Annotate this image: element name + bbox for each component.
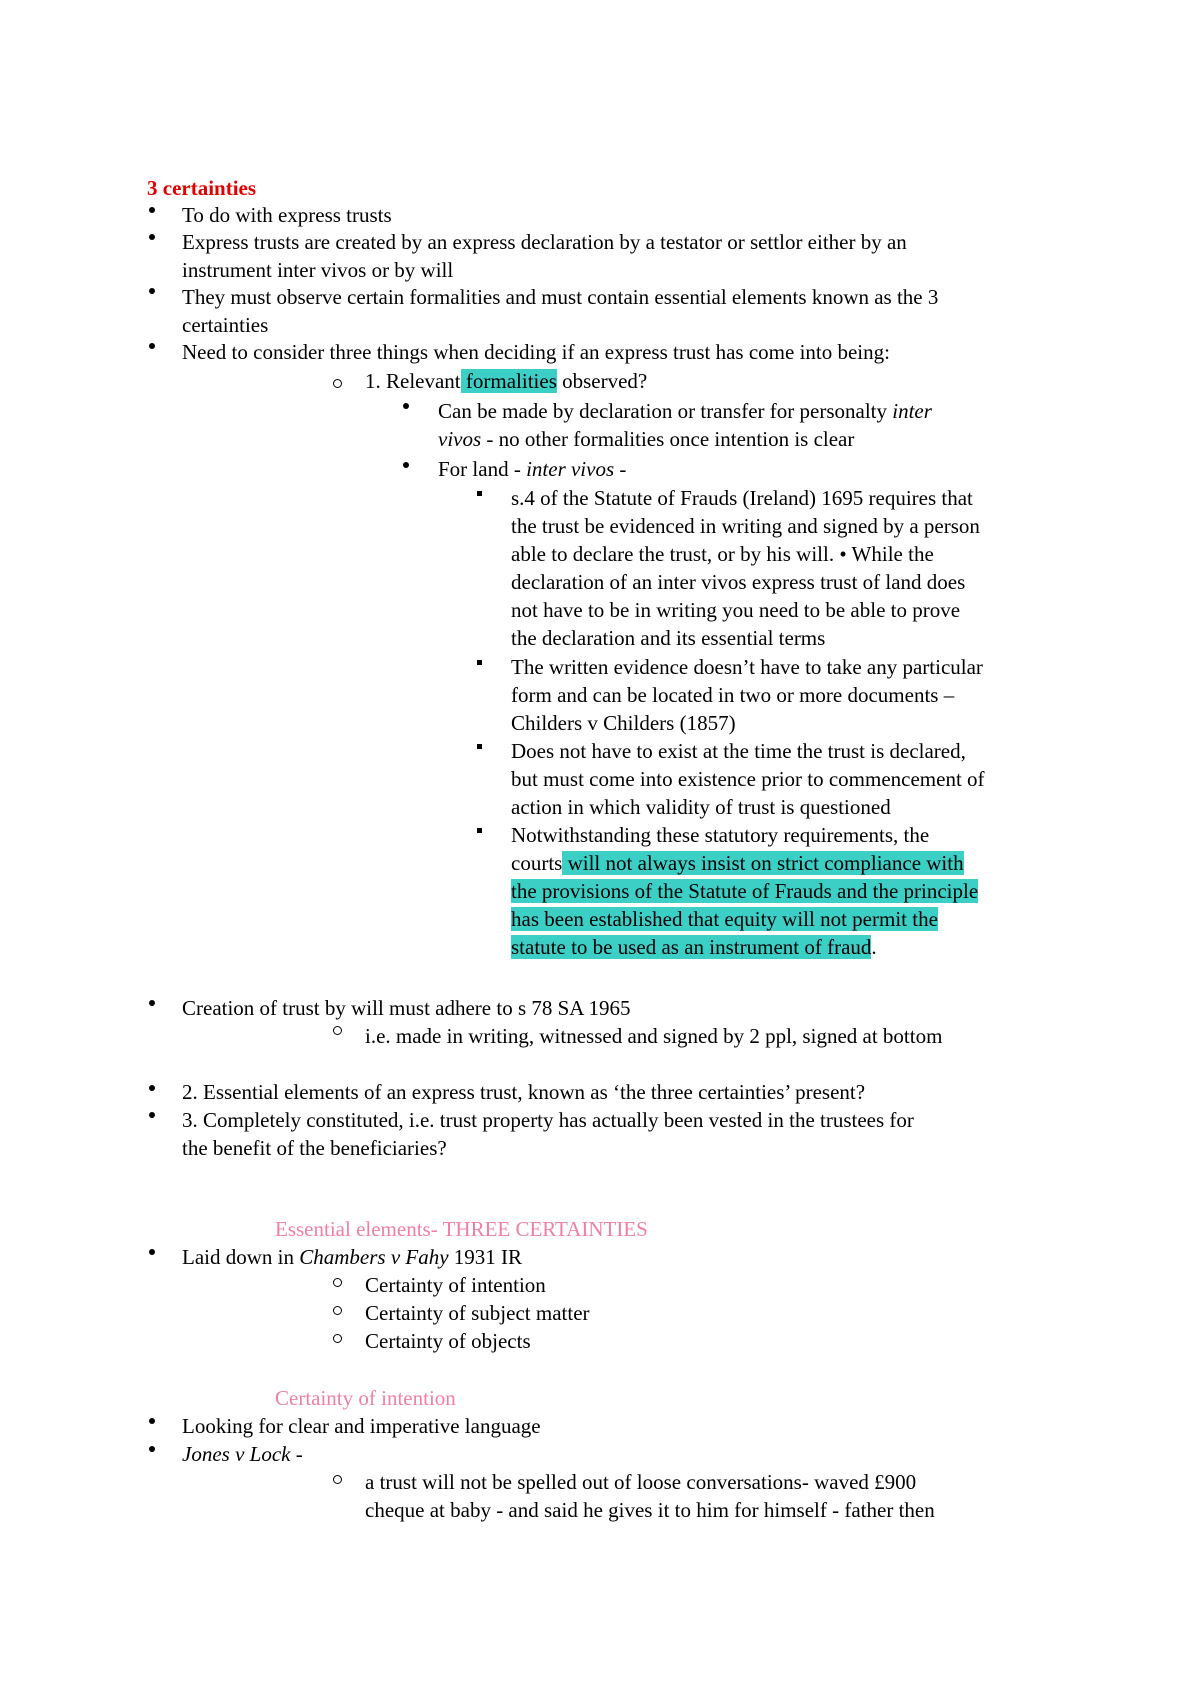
bullet-text: 3. Completely constituted, i.e. trust property has actually been vested in the trustees for — [182, 1108, 914, 1132]
highlighted-text: will not always insist on strict compliance with — [562, 851, 964, 875]
text-span: - no other formalities once intention is clear — [481, 427, 855, 451]
bullet-text — [438, 397, 932, 425]
highlighted-text: formalities — [460, 369, 557, 393]
text-span: Laid down in — [182, 1245, 300, 1269]
bullet-icon — [149, 288, 155, 294]
bullet-text: Creation of trust by will must adhere to s 78 SA 1965 — [182, 996, 631, 1020]
sub-bullet-text: Certainty of objects — [365, 1329, 531, 1353]
bullet-icon — [149, 1112, 155, 1118]
bullet-text — [438, 425, 854, 453]
bullet-text: Looking for clear and imperative language — [182, 1414, 541, 1438]
sub-sub-text: the trust be evidenced in writing and signed by a person — [511, 514, 980, 538]
sub-sub-text: not have to be in writing you need to be able to prove — [511, 598, 961, 622]
bullet-text: They must observe certain formalities and must contain essential elements known as the 3 — [182, 285, 939, 309]
italic-text: vivos — [438, 427, 482, 451]
italic-text: inter vivos — [526, 457, 615, 481]
sub-sub-text: the declaration and its essential terms — [511, 626, 826, 650]
text-span: 1. Relevant — [365, 369, 461, 393]
circle-bullet-icon — [333, 1334, 342, 1343]
bullet-text: the benefit of the beneficiaries? — [182, 1136, 447, 1160]
bullet-icon — [149, 1249, 155, 1255]
sub-sub-text: declaration of an inter vivos express trust of land does — [511, 570, 966, 594]
text-span: - — [290, 1442, 303, 1466]
bullet-text: 2. Essential elements of an express trust, known as ‘the three certainties’ present? — [182, 1080, 866, 1104]
sub-sub-text — [511, 877, 978, 905]
bullet-text: instrument inter vivos or by will — [182, 258, 454, 282]
sub-sub-text — [511, 905, 938, 933]
circle-bullet-icon — [333, 1278, 342, 1287]
bullet-text — [182, 1440, 303, 1468]
sub-bullet-text: i.e. made in writing, witnessed and signed by 2 ppl, signed at bottom — [365, 1024, 943, 1048]
highlighted-text: has been established that equity will not permit the — [511, 907, 938, 931]
sub-sub-text: able to declare the trust, or by his will. • While the — [511, 542, 934, 566]
sub-sub-text: Notwithstanding these statutory requirements, the — [511, 823, 930, 847]
bullet-icon — [149, 234, 155, 240]
highlighted-text: statute to be used as an instrument of fraud — [511, 935, 872, 959]
sub-bullet-text: Certainty of intention — [365, 1273, 546, 1297]
sub-bullet-text: cheque at baby - and said he gives it to him for himself - father then — [365, 1498, 935, 1522]
circle-bullet-icon — [333, 1026, 342, 1035]
subsection-heading: Certainty of intention — [275, 1386, 456, 1410]
sub-sub-text: form and can be located in two or more documents – — [511, 683, 955, 707]
text-span: 1931 IR — [448, 1245, 523, 1269]
circle-bullet-icon — [333, 1475, 342, 1484]
sub-sub-text: Childers v Childers (1857) — [511, 711, 736, 735]
square-bullet-icon — [477, 828, 482, 833]
sub-sub-text: The written evidence doesn’t have to take any particular — [511, 655, 983, 679]
sub-sub-text — [511, 849, 964, 877]
italic-text: inter — [892, 399, 932, 423]
bullet-icon — [149, 1446, 155, 1452]
square-bullet-icon — [477, 744, 482, 749]
subsection-heading: Essential elements- THREE CERTAINTIES — [275, 1217, 648, 1241]
circle-bullet-icon — [333, 379, 342, 388]
sub-bullet-text: a trust will not be spelled out of loose conversations- waved £900 — [365, 1470, 917, 1494]
sub-sub-text: Does not have to exist at the time the trust is declared, — [511, 739, 966, 763]
text-span: For land - — [438, 457, 527, 481]
sub-sub-text — [511, 933, 877, 961]
text-span: observed? — [556, 369, 648, 393]
text-span: - — [614, 457, 627, 481]
highlighted-text: the provisions of the Statute of Frauds and the principle — [511, 879, 979, 903]
text-span: courts — [511, 851, 563, 875]
text-span: . — [871, 935, 877, 959]
bullet-icon — [403, 462, 409, 468]
section-heading: 3 certainties — [147, 176, 257, 200]
bullet-icon — [149, 1418, 155, 1424]
sub-sub-text: action in which validity of trust is questioned — [511, 795, 891, 819]
bullet-text — [182, 1243, 522, 1271]
bullet-icon — [149, 207, 155, 213]
bullet-text — [438, 455, 626, 483]
circle-bullet-icon — [333, 1306, 342, 1315]
bullet-text: Need to consider three things when deciding if an express trust has come into being: — [182, 340, 890, 364]
sub-bullet-text: Certainty of subject matter — [365, 1301, 590, 1325]
italic-text: Chambers v Fahy — [299, 1245, 449, 1269]
sub-bullet-text — [365, 367, 647, 395]
bullet-text: certainties — [182, 313, 269, 337]
sub-sub-text: but must come into existence prior to commencement of — [511, 767, 985, 791]
bullet-icon — [403, 403, 409, 409]
bullet-icon — [149, 1085, 155, 1091]
text-span: Can be made by declaration or transfer for personalty — [438, 399, 893, 423]
square-bullet-icon — [477, 491, 482, 496]
square-bullet-icon — [477, 660, 482, 665]
bullet-text: Express trusts are created by an express declaration by a testator or settlor either by an — [182, 230, 907, 254]
bullet-icon — [149, 343, 155, 349]
sub-sub-text: s.4 of the Statute of Frauds (Ireland) 1695 requires that — [511, 486, 973, 510]
bullet-text: To do with express trusts — [182, 203, 392, 227]
bullet-icon — [149, 1000, 155, 1006]
italic-text: Jones v Lock — [182, 1442, 291, 1466]
